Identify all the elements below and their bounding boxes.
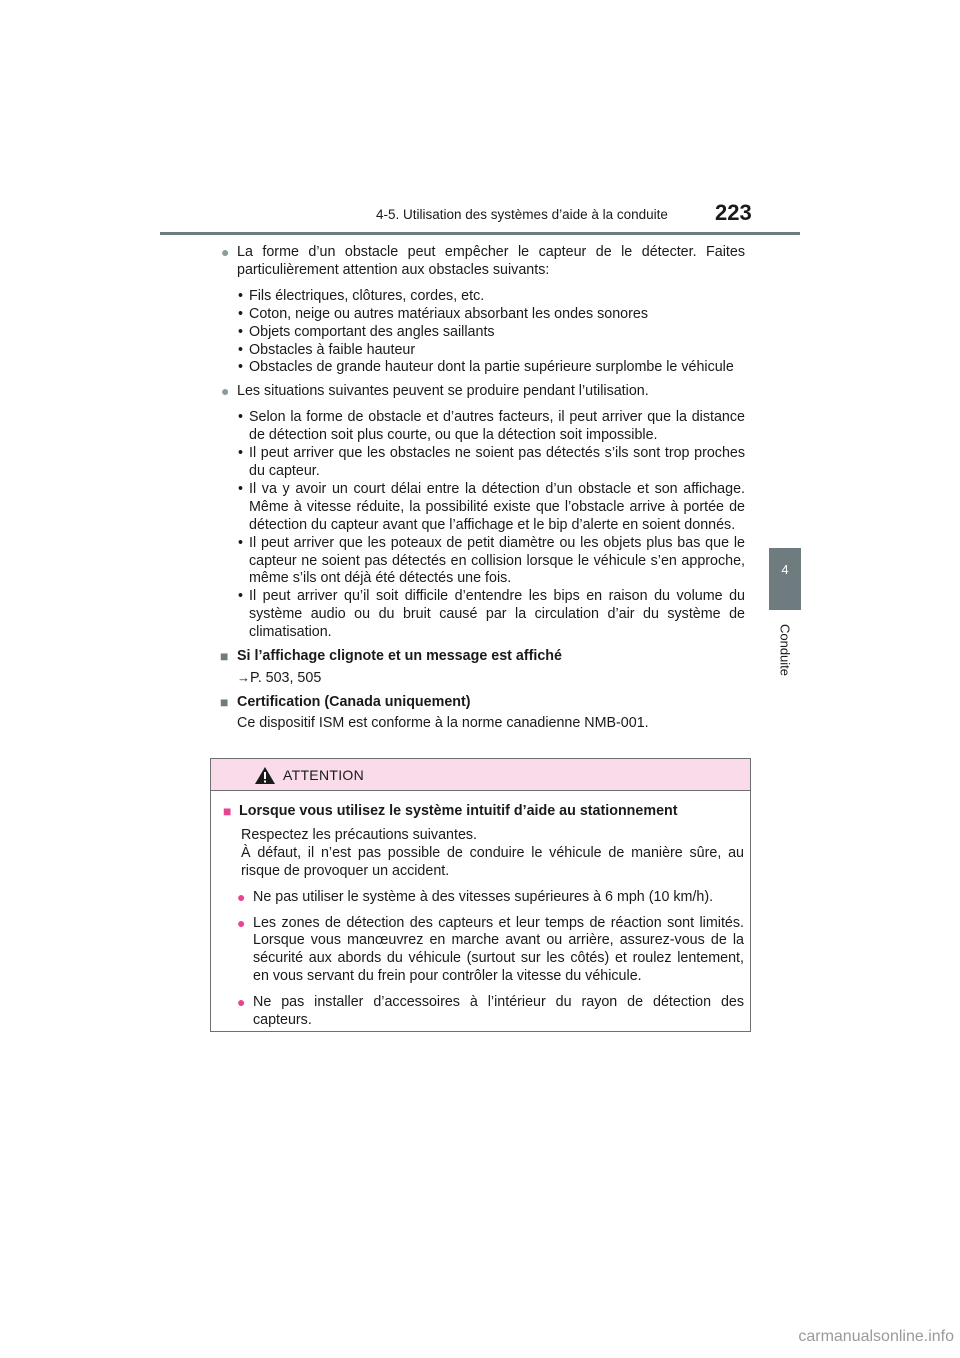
attention-bullet: ● Ne pas installer d’accessoires à l’intérieur du rayon de détection des capteurs. [237,994,744,1029]
attention-intro: Respectez les précautions suivantes. À défaut, il n’est pas possible de conduire le véhicule de manière sûre, au risque de provoquer un accident. [241,826,744,879]
page-number: 223 [715,200,752,225]
bullet-point-icon: • [238,341,244,358]
section-body [222,669,745,688]
section-title: 4-5. Utilisation des systèmes d’aide à la conduite [376,207,668,222]
warning-icon [254,766,276,790]
watermark: carmanualsonline.info [798,1328,954,1345]
bullet-dot-icon: ● [237,888,246,905]
chapter-label [772,620,798,680]
section-display-message [222,648,745,688]
sub-list [237,409,745,642]
attention-bullet: ● Les zones de détection des capteurs et leur temps de réaction sont limités. Lorsque vous manœuvrez en marche avant ou arrière, assurez-vous de la sécurité aux abords du véhicule (surtout sur les côtés) et roulez lentement, en vous servant du frein pour contrôler la vitesse du véhicule. [237,914,744,985]
section-certification [222,694,745,733]
page-reference: P. 503, 505 [250,669,322,686]
bullet-point-icon: • [238,323,244,340]
attention-title: ATTENTION [283,767,364,783]
bullet-point-icon: • [238,305,244,322]
attention-heading: ■ Lorsque vous utilisez le système intuitif d’aide au stationnement [223,803,678,819]
list-item: • Obstacles à faible hauteur [238,341,416,358]
attention-bullet: ● Ne pas utiliser le système à des vitesses supérieures à 6 mph (10 km/h). [237,888,714,905]
bullet-dot-icon: ● [221,244,230,260]
attention-header [211,759,750,791]
section-heading: ■ Si l’affichage clignote et un message est affiché [220,648,562,665]
list-item: • Il va y avoir un court délai entre la détection d’un obstacle et son affichage. Même à vitesse réduite, la possibilité existe que l’obstacle arrive à portée de détection du capteur avant que l’affichage et le bip d’alerte en soient donnés. [238,480,745,533]
attention-box [210,758,751,1032]
attention-body [211,791,750,1030]
bullet-text: Les situations suivantes peuvent se produire pendant l’utilisation. [237,383,649,400]
chapter-label-text: Conduite [777,623,793,677]
section-body: Ce dispositif ISM est conforme à la norme canadienne NMB-001. [237,714,649,731]
sub-list [237,288,745,378]
bullet-point-icon: • [238,287,244,304]
bullet-paragraph [222,383,745,401]
list-item: • Il peut arriver que les obstacles ne soient pas détectés s’ils sont trop proches du capteur. [238,445,745,479]
square-bullet-icon: ■ [223,803,232,819]
bullet-point-icon: • [238,534,244,551]
bullet-paragraph [222,244,745,280]
square-bullet-icon: ■ [220,648,229,665]
arrow-icon: → [237,669,250,685]
bullet-dot-icon: ● [237,914,246,931]
list-item: • Obstacles de grande hauteur dont la partie supérieure surplombe le véhicule [238,359,734,376]
bullet-point-icon: • [238,588,244,605]
list-item: • Il peut arriver que les poteaux de petit diamètre ou les objets plus bas que le capteur ne soient pas détectés en collision lorsque le véhicule s’en approche, même s’ils ont déjà été détectés une fois. [238,534,745,587]
list-item: • Objets comportant des angles saillants [238,323,495,340]
main-content [222,244,745,739]
square-bullet-icon: ■ [220,693,229,710]
list-item: • Fils électriques, clôtures, cordes, etc. [238,287,485,304]
list-item: • Il peut arriver qu’il soit difficile d’entendre les bips en raison du volume du système audio ou du bruit causé par la circulation d’air du système de climatisation. [238,588,745,641]
bullet-point-icon: • [238,480,244,497]
bullet-point-icon: • [238,359,244,376]
section-heading: ■ Certification (Canada uniquement) [220,693,471,710]
bullet-point-icon: • [238,409,244,426]
header-rule [160,232,800,235]
list-item: • Coton, neige ou autres matériaux absorbant les ondes sonores [238,305,648,322]
list-item: • Selon la forme de obstacle et d’autres facteurs, il peut arriver que la distance de détection soit plus courte, ou que la détection soit impossible. [238,409,745,444]
bullet-dot-icon: ● [221,383,230,400]
bullet-text: La forme d’un obstacle peut empêcher le capteur de le détecter. Faites particulièrement attention aux obstacles suivants: [237,244,745,278]
bullet-dot-icon: ● [237,994,246,1011]
bullet-point-icon: • [238,445,244,462]
chapter-number: 4 [781,562,789,577]
chapter-tab [769,548,801,610]
